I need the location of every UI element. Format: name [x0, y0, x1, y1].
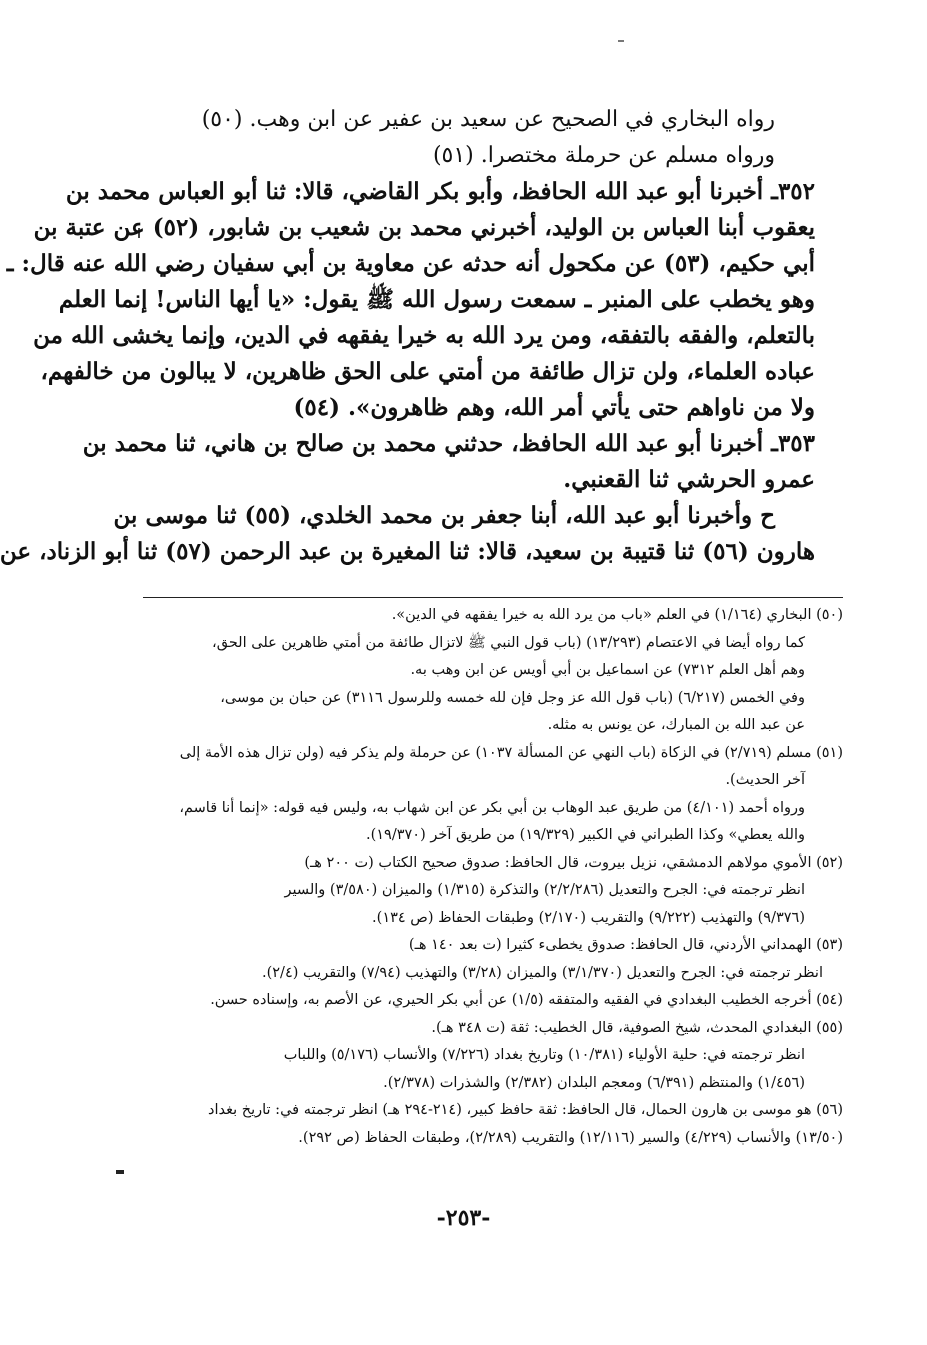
- footnote-line: انظر ترجمته في: الجرح والتعديل (٣/١/٣٧٠) والميزان (٣/٢٨) والتهذيب (٧/٩٤) والتقريب (٢/٤).: [261, 964, 823, 981]
- main-line: ورواه مسلم عن حرملة مختصرا. (٥١): [432, 143, 775, 168]
- footnote-56: (٥٦) هو موسى بن هارون الحمال، قال الحافظ: ثقة حافظ كبير، (٢١٤-٢٩٤ هـ) انظر ترجمته في: تاريخ بغداد: [207, 1102, 843, 1118]
- main-line: عمرو الحرشي ثنا القعنبي.: [563, 466, 815, 493]
- footnote-line: والله يعطي» وكذا الطبراني في الكبير (١٩/٣٢٩) من طريق آخر (١٩/٣٧٠).: [365, 827, 805, 843]
- footnote-line: وهم أهل العلم ٧٣١٢) عن اسماعيل بن أبي أويس عن ابن وهب به.: [410, 662, 805, 678]
- footnote-line: آخر الحديث).: [725, 772, 805, 788]
- footnote-line: (١/٤٥٦) والمنتظم (٦/٣٩١) ومعجم البلدان (٢/٣٨٢) والشذرات (٢/٣٧٨).: [383, 1074, 805, 1091]
- page-number: -٢٥٣-: [436, 1205, 491, 1231]
- main-line: عباده العلماء، ولن تزال طائفة من أمتي على الحق ظاهرين، لا يبالون من خالفهم،: [40, 358, 815, 385]
- main-line: أبي حكيم، (٥٣) عن مكحول أنه حدثه عن معاوية بن أبي سفيان رضي الله عنه قال: ـ: [6, 250, 815, 277]
- main-text: [0, 102, 815, 570]
- footnote-50: (٥٠) البخاري (١/١٦٤) في العلم «باب من يرد الله به خيرا يفقهه في الدين».: [391, 607, 843, 623]
- footnote-line: (١٣/٥٠) والأنساب (٤/٢٢٩) والسير (١٢/١١٦) والتقريب (٢/٢٨٩)، وطبقات الحفاظ (ص ٢٩٢).: [298, 1129, 843, 1146]
- hadith-352-line: ٣٥٢ـ أخبرنا أبو عبد الله الحافظ، وأبو بكر القاضي، قالا: ثنا أبو العباس محمد بن: [65, 178, 815, 205]
- footnote-line: ورواه أحمد (٤/١٠١) من طريق عبد الوهاب بن أبي بكر عن ابن شهاب به، وليس فيه قوله: «إنما أنا قاسم،: [179, 799, 805, 816]
- footnote-52: (٥٢) الأموي مولاهم الدمشقي، نزيل بيروت، قال الحافظ: صدوق صحيح الكتاب (ت ٢٠٠ هـ): [304, 854, 843, 871]
- main-line: رواه البخاري في الصحيح عن سعيد بن عفير عن ابن وهب. (٥٠): [201, 107, 775, 132]
- margin-mark: [116, 1170, 124, 1174]
- footnote-51: (٥١) مسلم (٢/٧١٩) في الزكاة (باب النهي عن المسألة ١٠٣٧) عن حرملة ولم يذكر فيه (ولن تزال هذه الأمة إلى: [179, 744, 843, 761]
- footnote-55: (٥٥) البغدادي المحدث، شيخ الصوفية، قال الخطيب: ثقة (ت ٣٤٨ هـ).: [431, 1019, 843, 1036]
- main-line: ح وأخبرنا أبو عبد الله، أبنا جعفر بن محمد الخلدي، (٥٥) ثنا موسى بن: [113, 502, 775, 529]
- main-line: يعقوب أبنا العباس بن الوليد، أخبرني محمد بن شعيب بن شابور، (٥٢) عن عتبة بن: [33, 214, 815, 241]
- footnote-line: عن عبد الله بن المبارك، عن يونس به مثله.: [547, 717, 805, 733]
- hadith-353-line: ٣٥٣ـ أخبرنا أبو عبد الله الحافظ، حدثني محمد بن صالح بن هاني، ثنا محمد بن: [82, 430, 815, 457]
- footnote-divider: [143, 597, 843, 598]
- scan-mark: [618, 40, 624, 42]
- footnote-line: وفي الخمس (٦/٢١٧) (باب قول الله عز وجل فإن لله خمسه وللرسول ٣١١٦) عن حبان بن موسى،: [220, 689, 805, 706]
- main-line: ولا من ناواهم حتى يأتي أمر الله، وهم ظاهرون». (٥٤): [293, 394, 815, 421]
- main-line: هارون (٥٦) ثنا قتيبة بن سعيد، قالا: ثنا المغيرة بن عبد الرحمن (٥٧) ثنا أبو الزناد، عن: [0, 538, 815, 565]
- footnote-54: (٥٤) أخرجه الخطيب البغدادي في الفقيه والمتفقه (١/٥) عن أبي بكر الحيري، عن الأصم به، وإسناده حسن.: [210, 992, 843, 1008]
- main-line: بالتعلم، والفقه بالتفقه، ومن يرد الله به خيرا يفقهه في الدين، وإنما يخشى الله من: [33, 322, 815, 349]
- footnotes: [113, 602, 843, 1152]
- footnote-line: انظر ترجمته في: الجرح والتعديل (٢/٢/٢٨٦) والتذكرة (١/٣١٥) والميزان (٣/٥٨٠) والسير: [284, 882, 805, 898]
- footnote-53: (٥٣) الهمداني الأردني، قال الحافظ: صدوق يخطىء كثيرا (ت بعد ١٤٠ هـ): [408, 937, 843, 953]
- footnote-line: كما رواه أيضا في الاعتصام (١٣/٢٩٣) (باب قول النبي ﷺ لاتزال طائفة من أمتي ظاهرين على الحق،: [212, 634, 805, 651]
- main-line: وهو يخطب على المنبر ـ سمعت رسول الله ﷺ يقول: «يا أيها الناس! إنما العلم: [58, 286, 815, 313]
- footnote-line: (٩/٣٧٦) والتهذيب (٩/٢٢٢) والتقريب (٢/١٧٠) وطبقات الحفاظ (ص ١٣٤).: [372, 909, 805, 926]
- footnote-line: انظر ترجمته في: حلية الأولياء (١٠/٣٨١) وتاريخ بغداد (٧/٢٢٦) والأنساب (٥/١٧٦) واللباب: [283, 1047, 805, 1063]
